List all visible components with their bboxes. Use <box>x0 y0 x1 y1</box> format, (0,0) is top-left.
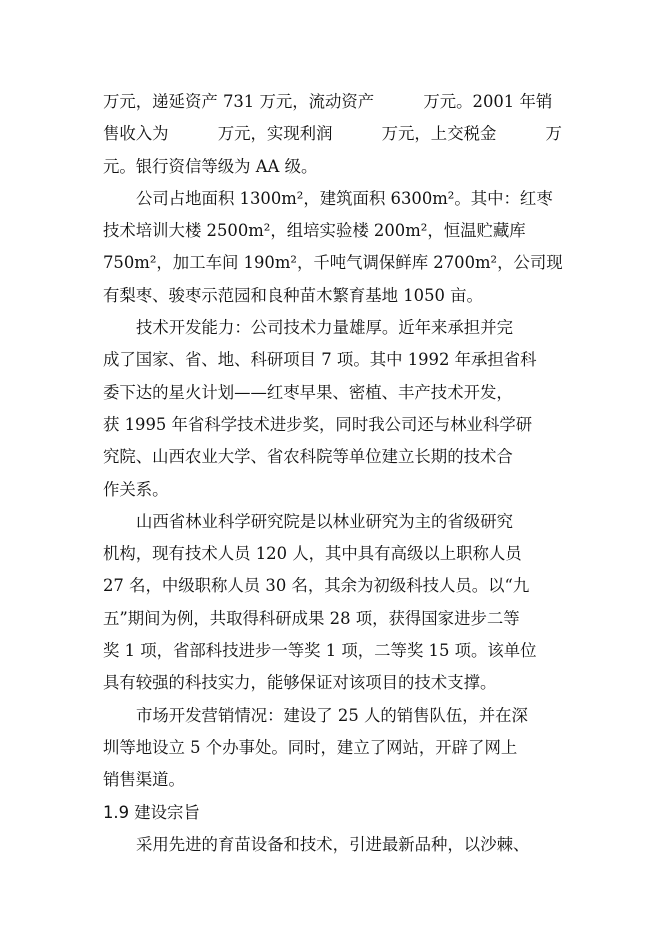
text-line: 750m²，加工车间 190m²，千吨气调保鲜库 2700m²，公司现 <box>103 253 563 273</box>
text-line: 销售渠道。 <box>103 770 185 790</box>
text-line: 圳等地设立 5 个办事处。同时，建立了网站，开辟了网上 <box>103 737 518 757</box>
text-line: 技术培训大楼 2500m²，组培实验楼 200m²，恒温贮藏库 <box>103 221 526 241</box>
document-body <box>103 86 563 861</box>
text-line: 万元，递延资产 731 万元，流动资产 万元。2001 年销 <box>103 92 553 111</box>
text-line: 有梨枣、骏枣示范园和良种苗木繁育基地 1050 亩。 <box>103 285 483 305</box>
text-line: 委下达的星火计划——红枣早果、密植、丰产技术开发， <box>103 382 513 402</box>
text-line: 售收入为 万元，实现利润 万元，上交税金 万 <box>103 124 562 144</box>
paragraph-start-line: 市场开发营销情况：建设了 25 人的销售队伍，并在深 <box>136 705 528 725</box>
text-line: 获 1995 年省科学技术进步奖，同时我公司还与林业科学研 <box>103 414 533 434</box>
section-heading: 1.9 建设宗旨 <box>103 802 200 822</box>
text-line: 究院、山西农业大学、省农科院等单位建立长期的技术合 <box>103 447 513 467</box>
paragraph-start-line: 技术开发能力：公司技术力量雄厚。近年来承担并完 <box>136 318 513 338</box>
text-line: 成了国家、省、地、科研项目 7 项。其中 1992 年承担省科 <box>103 350 537 370</box>
text-line: 具有较强的科技实力，能够保证对该项目的技术支撑。 <box>103 673 497 693</box>
paragraph-start-line: 山西省林业科学研究院是以林业研究为主的省级研究 <box>136 511 513 531</box>
text-line: 27 名，中级职称人员 30 名，其余为初级科技人员。以“九 <box>103 576 530 596</box>
text-line: 元。银行资信等级为 AA 级。 <box>103 156 318 176</box>
paragraph-start-line: 公司占地面积 1300m²，建筑面积 6300m²。其中：红枣 <box>136 188 553 208</box>
paragraph-start-line: 采用先进的育苗设备和技术，引进最新品种，以沙棘、 <box>136 834 530 854</box>
text-line: 作关系。 <box>103 479 169 499</box>
text-line: 五”期间为例，共取得科研成果 28 项，获得国家进步二等 <box>103 608 520 628</box>
text-line: 奖 1 项，省部科技进步一等奖 1 项，二等奖 15 项。该单位 <box>103 641 537 661</box>
text-line: 机构，现有技术人员 120 人，其中具有高级以上职称人员 <box>103 544 522 564</box>
